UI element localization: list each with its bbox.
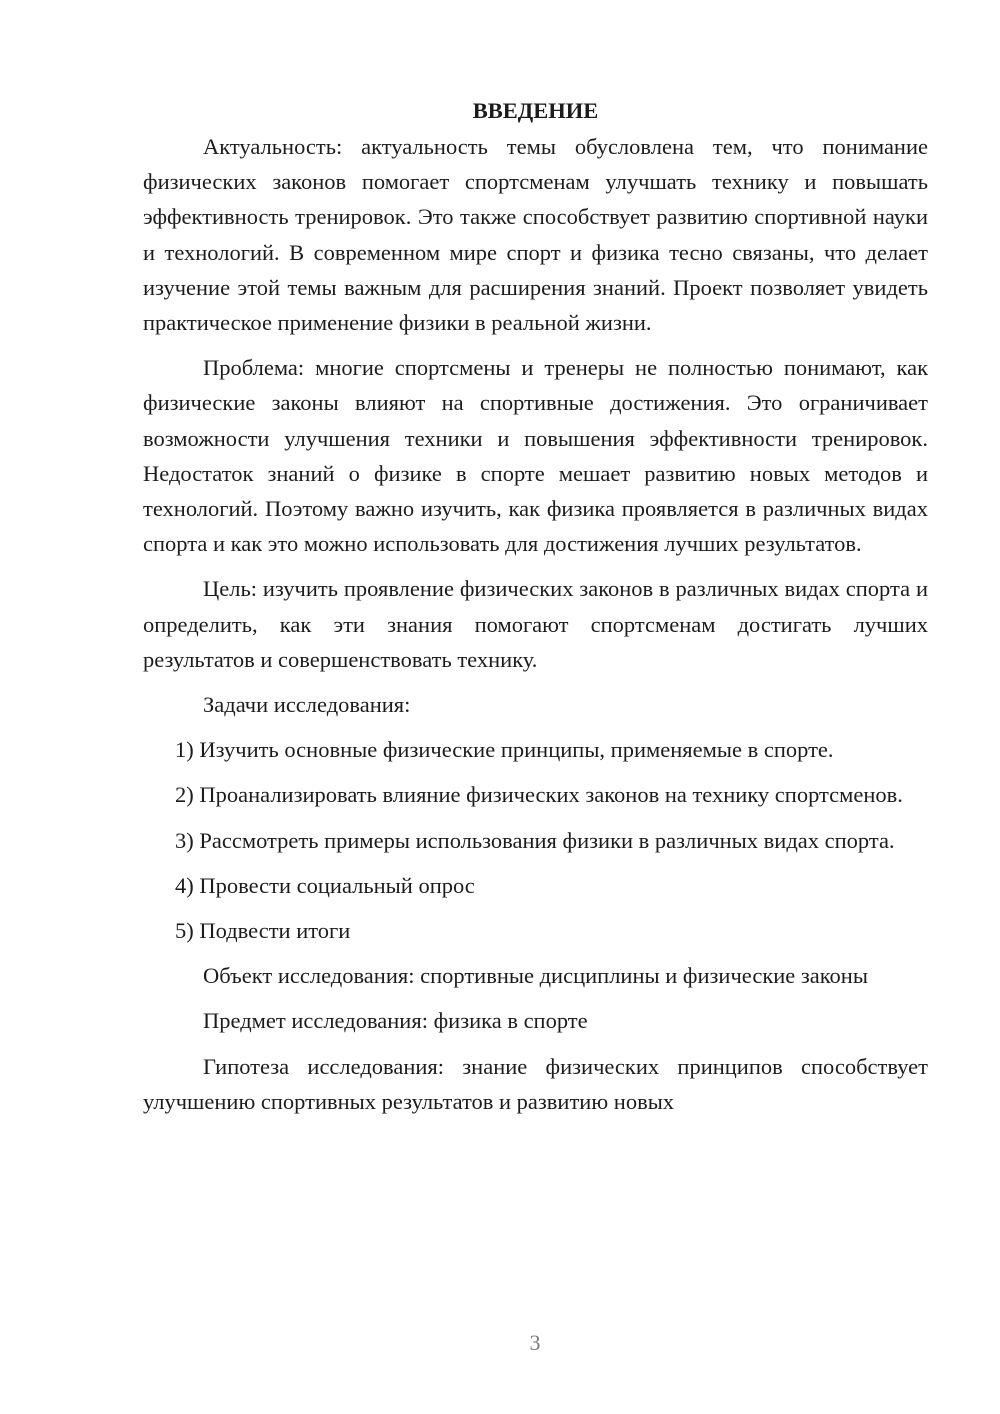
subject-paragraph: Предмет исследования: физика в спорте	[203, 1008, 588, 1034]
task-item-1: 1) Изучить основные физические принципы, применяемые в спорте.	[175, 737, 834, 763]
task-item-2: 2) Проанализировать влияние физических законов на технику спортсменов.	[175, 782, 903, 808]
document-page	[143, 93, 928, 1119]
object-paragraph: Объект исследования: спортивные дисциплины и физические законы	[203, 963, 868, 989]
task-item-4: 4) Провести социальный опрос	[175, 872, 475, 898]
page-number: 3	[529, 1330, 541, 1355]
task-item-5: 5) Подвести итоги	[175, 918, 351, 944]
problem-paragraph: Проблема: многие спортсмены и тренеры не полностью понимают, как физические законы влияют на спортивные достижения. Это ограничивает возможности улучшения техники и повышения эффективности тренировок. Недостаток знаний о физике в спорте мешает развитию новых методов и технологий. Поэтому важно изучить, как физика проявляется в различных видах спорта и как это можно использовать для достижения лучших результатов.	[143, 355, 928, 557]
tasks-title: Задачи исследования:	[203, 692, 411, 718]
relevance-paragraph: Актуальность: актуальность темы обусловлена тем, что понимание физических законов помогает спортсменам улучшать технику и повышать эффективность тренировок. Это также способствует развитию спортивной науки и технологий. В современном мире спорт и физика тесно связаны, что делает изучение этой темы важным для расширения знаний. Проект позволяет увидеть практическое применение физики в реальной жизни.	[143, 134, 928, 336]
hypothesis-paragraph: Гипотеза исследования: знание физических принципов способствует улучшению спортивных результатов и развитию новых	[143, 1053, 928, 1114]
task-item-3: 3) Рассмотреть примеры использования физики в различных видах спорта.	[175, 827, 895, 853]
tasks-list	[143, 732, 928, 948]
page-title: ВВЕДЕНИЕ	[472, 98, 599, 123]
goal-paragraph: Цель: изучить проявление физических законов в различных видах спорта и определить, как эти знания помогают спортсменам достигать лучших результатов и совершенствовать технику.	[143, 576, 928, 672]
